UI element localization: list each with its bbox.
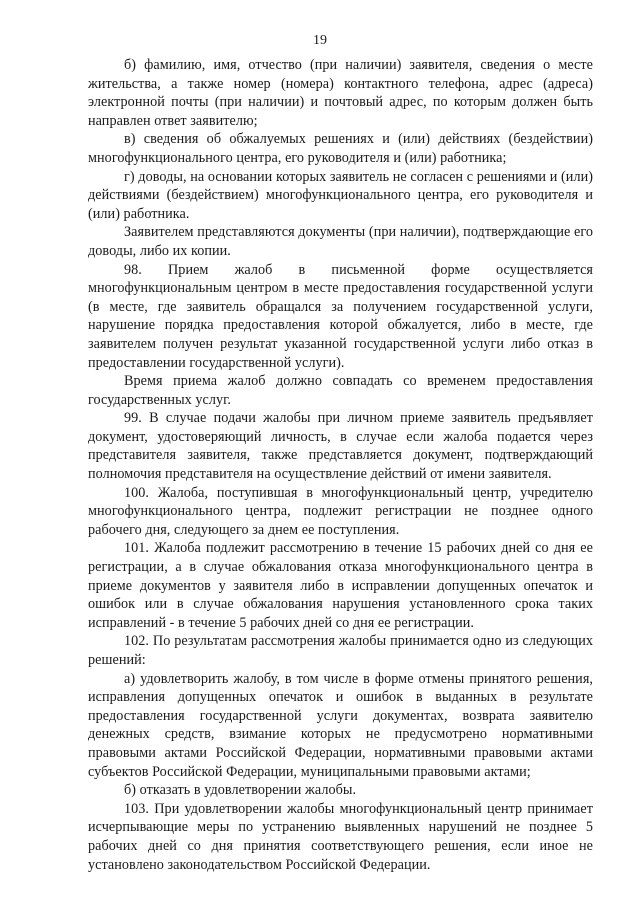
paragraph-103: 103. При удовлетворении жалобы многофункциональный центр принимает исчерпывающие меры по устранению выявленных нарушений не позднее 5 рабочих дней со дня принятия соответствующего решения, если иное не установлено законодательством Российской Федерации. (88, 800, 593, 873)
paragraph-arguments: г) доводы, на основании которых заявитель не согласен с решениями и (или) действиями (бездействием) многофункционального центра, его руководителя и (или) работника. (88, 168, 593, 222)
paragraph-decision-satisfy: а) удовлетворить жалобу, в том числе в форме отмены принятого решения, исправления допущенных опечаток и ошибок в выданных в результате предоставления государственной услуги документах, возврата заявителю денежных средств, взимание которых не предусмотрено нормативными правовыми актами Российской Федерации, нормативными правовыми актами субъектов Российской Федерации, муниципальными правовыми актами; (88, 670, 593, 780)
paragraph-applicant-details: б) фамилию, имя, отчество (при наличии) заявителя, сведения о месте жительства, а также номер (номера) контактного телефона, адрес (адреса) электронной почты (при наличии) и почтовый адрес, по которым должен быть направлен ответ заявителю; (88, 57, 593, 129)
paragraph-100: 100. Жалоба, поступившая в многофункциональный центр, учредителю многофункционального центра, подлежит регистрации не позднее одного рабочего дня, следующего за днем ее поступления. (88, 484, 593, 538)
paragraph-supporting-documents: Заявителем представляются документы (при наличии), подтверждающие его доводы, либо их копии. (88, 224, 593, 259)
paragraph-reception-time: Время приема жалоб должно совпадать со временем предоставления государственных услуг. (88, 373, 593, 408)
document-body (88, 56, 593, 874)
paragraph-decision-refuse: б) отказать в удовлетворении жалобы. (124, 782, 357, 799)
paragraph-102: 102. По результатам рассмотрения жалобы принимается одно из следующих решений: (88, 633, 593, 668)
paragraph-101: 101. Жалоба подлежит рассмотрению в течение 15 рабочих дней со дня ее регистрации, а в случае обжалования отказа многофункционального центра в приеме документов у заявителя либо в исправлении допущенных опечаток и ошибок или в случае обжалования нарушения установленного срока таких исправлений - в течение 5 рабочих дней со дня ее регистрации. (88, 540, 593, 631)
paragraph-98: 98. Прием жалоб в письменной форме осуществляется многофункциональным центром в месте предоставления государственной услуги (в месте, где заявитель обращался за получением государственной услуги, нарушение порядка предоставления которой обжалуется, либо в месте, где заявителем получен результат указанной государственной услуги либо отказ в предоставлении государственной услуги). (88, 261, 593, 371)
page-number: 19 (313, 33, 327, 48)
paragraph-99: 99. В случае подачи жалобы при личном приеме заявитель предъявляет документ, удостоверяющий личность, в случае если жалоба подается через представителя заявителя, также представляется документ, подтверждающий полномочия представителя на осуществление действий от имени заявителя. (88, 410, 593, 483)
paragraph-appealed-decisions: в) сведения об обжалуемых решениях и (или) действиях (бездействии) многофункционального центра, его руководителя и (или) работника; (88, 131, 593, 166)
